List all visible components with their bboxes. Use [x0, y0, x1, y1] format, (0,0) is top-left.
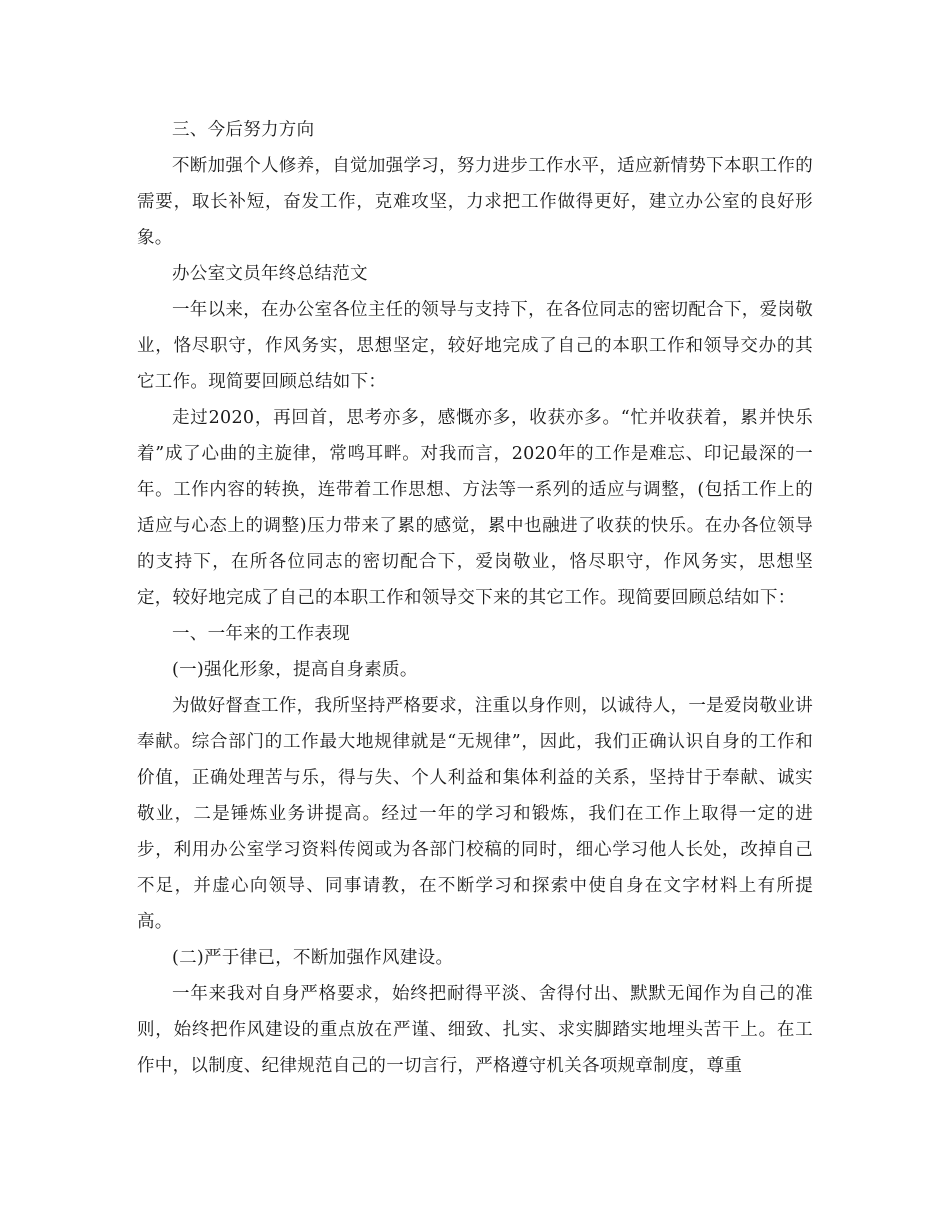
paragraph-self-discipline: 一年来我对自身严格要求，始终把耐得平淡、舍得付出、默默无闻作为自己的准则，始终把作风建设的重点放在严谨、细致、扎实、求实脚踏实地埋头苦干上。在工作中，以制度、纪律规范自己的一切言行，严格遵守机关各项规章制度，尊重: [137, 984, 813, 1076]
paragraph-review: 走过2020，再回首，思考亦多，感慨亦多，收获亦多。“忙并收获着，累并快乐着”成了心曲的主旋律，常鸣耳畔。对我而言，2020年的工作是难忘、印记最深的一年。工作内容的转换，连带着工作思想、方法等一系列的适应与调整，(包括工作上的适应与心态上的调整)压力带来了累的感觉，累中也融进了收获的快乐。在办各位领导的支持下，在所各位同志的密切配合下，爱岗敬业，恪尽职守，作风务实，思想坚定，较好地完成了自己的本职工作和领导交下来的其它工作。现简要回顾总结如下：: [137, 408, 813, 608]
paragraph-future-direction: 不断加强个人修养，自觉加强学习，努力进步工作水平，适应新情势下本职工作的需要，取长补短，奋发工作，克难攻坚，力求把工作做得更好，建立办公室的良好形象。: [137, 156, 813, 248]
section-heading-future-direction: 三、今后努力方向: [172, 120, 315, 140]
paragraph-intro: 一年以来，在办公室各位主任的领导与支持下，在各位同志的密切配合下，爱岗敬业，恪尽职守，作风务实，思想坚定，较好地完成了自己的本职工作和领导交办的其它工作。现简要回顾总结如下：: [137, 300, 813, 392]
section-heading-work-performance: 一、一年来的工作表现: [172, 624, 350, 644]
paragraph-supervision: 为做好督查工作，我所坚持严格要求，注重以身作则，以诚待人，一是爱岗敬业讲奉献。综合部门的工作最大地规律就是“无规律”，因此，我们正确认识自身的工作和价值，正确处理苦与乐，得与失、个人利益和集体利益的关系，坚持甘于奉献、诚实敬业，二是锤炼业务讲提高。经过一年的学习和锻炼，我们在工作上取得一定的进步，利用办公室学习资料传阅或为各部门校稿的同时，细心学习他人长处，改掉自己不足，并虚心向领导、同事请教，在不断学习和探索中使自身在文字材料上有所提高。: [137, 696, 813, 932]
subsection-heading-discipline: (二)严于律已，不断加强作风建设。: [172, 948, 454, 968]
document-page: [137, 112, 813, 1084]
document-title: 办公室文员年终总结范文: [172, 264, 368, 284]
subsection-heading-image: (一)强化形象，提高自身素质。: [172, 660, 418, 680]
